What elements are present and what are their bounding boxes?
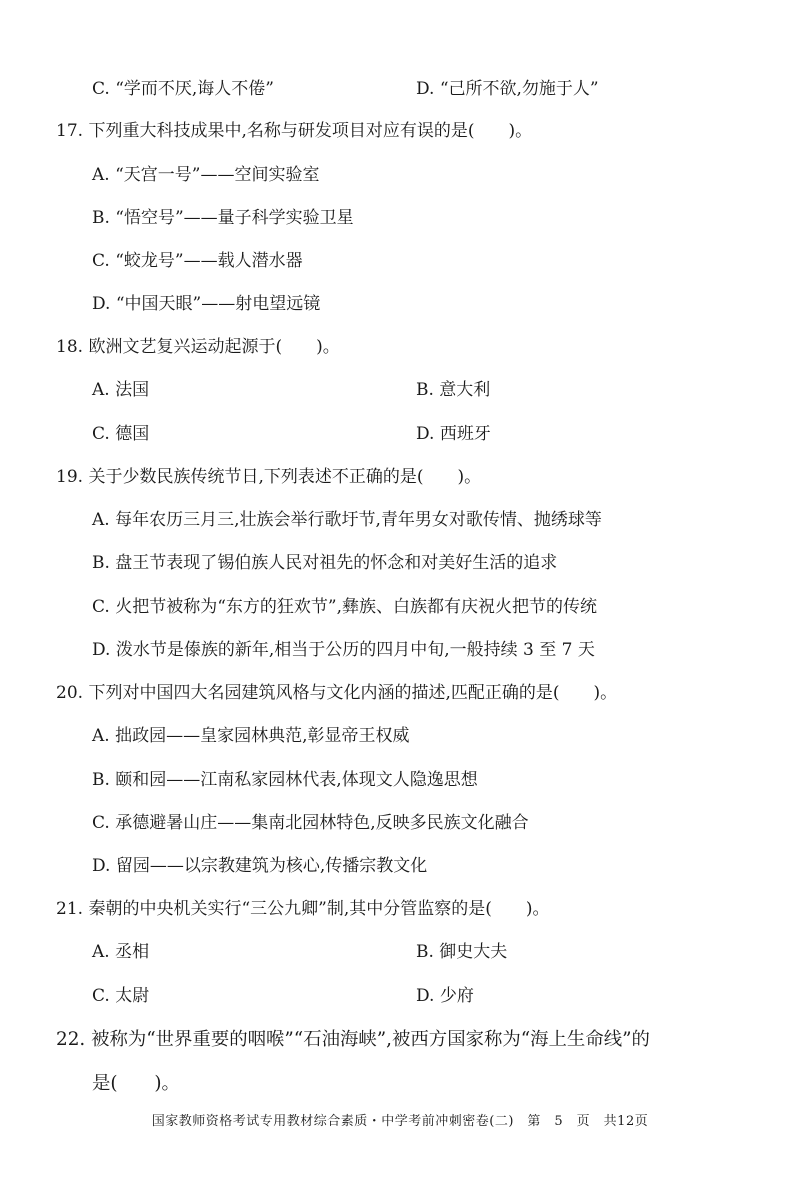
q17-option-b: B. “悟空号”——量子科学实验卫星: [92, 208, 354, 228]
q20-option-a: A. 拙政园——皇家园林典范,彰显帝王权威: [92, 726, 410, 746]
question-22-stem-line1: 22. 被称为“世界重要的咽喉”“石油海峡”,被西方国家称为“海上生命线”的: [56, 1029, 650, 1050]
q21-option-b: B. 御史大夫: [416, 942, 508, 962]
q17-option-c: C. “蛟龙号”——载人潜水器: [92, 251, 303, 271]
option-c-q16: C. “学而不厌,诲人不倦”: [92, 79, 274, 99]
q17-option-d: D. “中国天眼”——射电望远镜: [92, 294, 321, 314]
q18-option-d: D. 西班牙: [416, 424, 491, 444]
q19-option-a: A. 每年农历三月三,壮族会举行歌圩节,青年男女对歌传情、抛绣球等: [92, 510, 602, 530]
q17-option-a: A. “天宫一号”——空间实验室: [92, 165, 320, 185]
page-footer: 国家教师资格考试专用教材综合素质・中学考前冲刺密卷(二) 第 5 页 共12页: [151, 1114, 649, 1129]
q21-option-c: C. 太尉: [92, 986, 150, 1006]
question-19-stem: 19. 关于少数民族传统节日,下列表述不正确的是( )。: [56, 467, 482, 487]
q20-option-b: B. 颐和园——江南私家园林代表,体现文人隐逸思想: [92, 770, 478, 790]
question-21-stem: 21. 秦朝的中央机关实行“三公九卿”制,其中分管监察的是( )。: [56, 899, 550, 919]
q18-option-c: C. 德国: [92, 424, 150, 444]
q21-option-d: D. 少府: [416, 986, 474, 1006]
q19-option-c: C. 火把节被称为“东方的狂欢节”,彝族、白族都有庆祝火把节的传统: [92, 597, 597, 617]
q19-option-b: B. 盘王节表现了锡伯族人民对祖先的怀念和对美好生活的追求: [92, 553, 558, 573]
question-20-stem: 20. 下列对中国四大名园建筑风格与文化内涵的描述,匹配正确的是( )。: [56, 683, 618, 703]
q18-option-a: A. 法国: [92, 380, 150, 400]
question-22-stem-line2: 是( )。: [92, 1073, 180, 1094]
option-d-q16: D. “己所不欲,勿施于人”: [416, 79, 599, 99]
q20-option-c: C. 承德避暑山庄——集南北园林特色,反映多民族文化融合: [92, 813, 529, 833]
question-17-stem: 17. 下列重大科技成果中,名称与研发项目对应有误的是( )。: [56, 121, 533, 141]
q21-option-a: A. 丞相: [92, 942, 150, 962]
q18-option-b: B. 意大利: [416, 380, 491, 400]
question-18-stem: 18. 欧洲文艺复兴运动起源于( )。: [56, 337, 340, 357]
q19-option-d: D. 泼水节是傣族的新年,相当于公历的四月中旬,一般持续 3 至 7 天: [92, 640, 595, 660]
q20-option-d: D. 留园——以宗教建筑为核心,传播宗教文化: [92, 856, 428, 876]
